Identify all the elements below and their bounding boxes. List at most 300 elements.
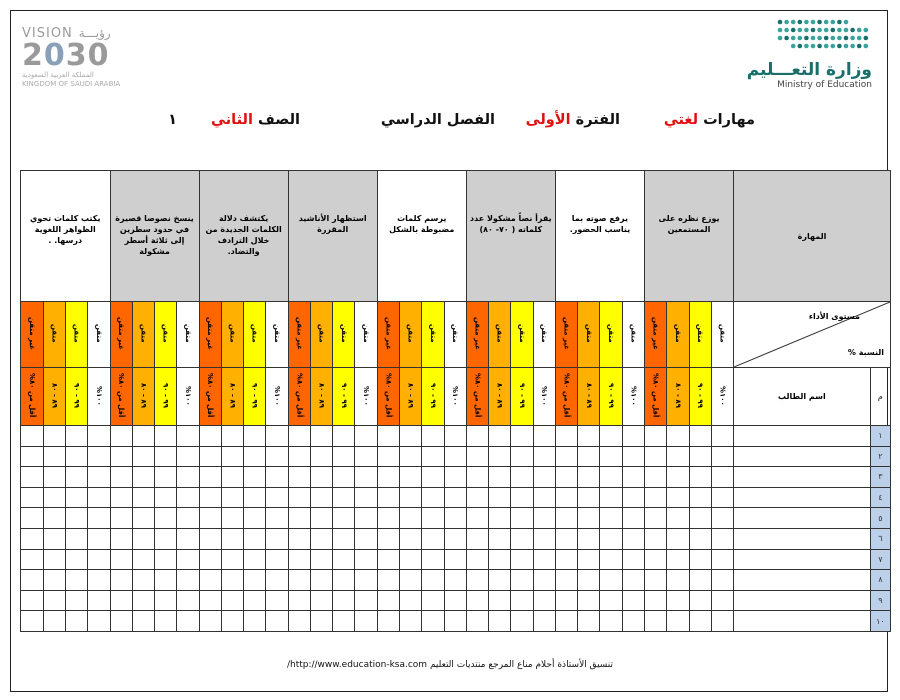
score-cell[interactable]	[689, 426, 711, 447]
score-cell[interactable]	[110, 611, 132, 632]
score-cell[interactable]	[622, 487, 644, 508]
score-cell[interactable]	[667, 570, 689, 591]
score-cell[interactable]	[43, 611, 65, 632]
score-cell[interactable]	[644, 570, 666, 591]
score-cell[interactable]	[489, 570, 511, 591]
score-cell[interactable]	[310, 570, 332, 591]
score-cell[interactable]	[21, 467, 44, 488]
score-cell[interactable]	[221, 446, 243, 467]
score-cell[interactable]	[266, 446, 288, 467]
score-cell[interactable]	[444, 570, 466, 591]
score-cell[interactable]	[244, 590, 266, 611]
score-cell[interactable]	[511, 570, 533, 591]
score-cell[interactable]	[600, 528, 622, 549]
score-cell[interactable]	[310, 508, 332, 529]
score-cell[interactable]	[43, 508, 65, 529]
score-cell[interactable]	[444, 467, 466, 488]
score-cell[interactable]	[199, 549, 221, 570]
score-cell[interactable]	[199, 570, 221, 591]
score-cell[interactable]	[221, 570, 243, 591]
score-cell[interactable]	[689, 487, 711, 508]
score-cell[interactable]	[489, 467, 511, 488]
student-name-cell[interactable]	[734, 426, 871, 447]
score-cell[interactable]	[88, 446, 110, 467]
score-cell[interactable]	[221, 467, 243, 488]
score-cell[interactable]	[644, 549, 666, 570]
score-cell[interactable]	[600, 426, 622, 447]
score-cell[interactable]	[132, 590, 154, 611]
score-cell[interactable]	[155, 426, 177, 447]
score-cell[interactable]	[555, 487, 577, 508]
score-cell[interactable]	[199, 426, 221, 447]
score-cell[interactable]	[65, 487, 87, 508]
score-cell[interactable]	[711, 549, 733, 570]
score-cell[interactable]	[221, 487, 243, 508]
score-cell[interactable]	[622, 549, 644, 570]
score-cell[interactable]	[333, 611, 355, 632]
score-cell[interactable]	[399, 426, 421, 447]
score-cell[interactable]	[533, 446, 555, 467]
score-cell[interactable]	[711, 611, 733, 632]
score-cell[interactable]	[667, 446, 689, 467]
score-cell[interactable]	[65, 549, 87, 570]
score-cell[interactable]	[422, 528, 444, 549]
score-cell[interactable]	[288, 487, 310, 508]
score-cell[interactable]	[244, 508, 266, 529]
score-cell[interactable]	[43, 549, 65, 570]
score-cell[interactable]	[689, 508, 711, 529]
score-cell[interactable]	[600, 611, 622, 632]
score-cell[interactable]	[110, 570, 132, 591]
score-cell[interactable]	[21, 570, 44, 591]
score-cell[interactable]	[221, 549, 243, 570]
score-cell[interactable]	[155, 467, 177, 488]
score-cell[interactable]	[21, 528, 44, 549]
score-cell[interactable]	[422, 611, 444, 632]
score-cell[interactable]	[511, 508, 533, 529]
score-cell[interactable]	[21, 446, 44, 467]
score-cell[interactable]	[489, 528, 511, 549]
score-cell[interactable]	[355, 426, 377, 447]
score-cell[interactable]	[600, 487, 622, 508]
score-cell[interactable]	[466, 426, 488, 447]
score-cell[interactable]	[466, 528, 488, 549]
score-cell[interactable]	[422, 590, 444, 611]
score-cell[interactable]	[266, 508, 288, 529]
score-cell[interactable]	[711, 487, 733, 508]
score-cell[interactable]	[622, 528, 644, 549]
score-cell[interactable]	[155, 446, 177, 467]
score-cell[interactable]	[377, 508, 399, 529]
score-cell[interactable]	[110, 549, 132, 570]
score-cell[interactable]	[244, 570, 266, 591]
score-cell[interactable]	[489, 590, 511, 611]
score-cell[interactable]	[132, 487, 154, 508]
score-cell[interactable]	[422, 570, 444, 591]
score-cell[interactable]	[266, 549, 288, 570]
score-cell[interactable]	[689, 611, 711, 632]
score-cell[interactable]	[555, 426, 577, 447]
score-cell[interactable]	[177, 487, 199, 508]
score-cell[interactable]	[155, 590, 177, 611]
score-cell[interactable]	[399, 570, 421, 591]
score-cell[interactable]	[689, 590, 711, 611]
score-cell[interactable]	[333, 590, 355, 611]
score-cell[interactable]	[399, 611, 421, 632]
score-cell[interactable]	[444, 508, 466, 529]
score-cell[interactable]	[132, 508, 154, 529]
score-cell[interactable]	[155, 611, 177, 632]
score-cell[interactable]	[43, 590, 65, 611]
score-cell[interactable]	[622, 590, 644, 611]
score-cell[interactable]	[266, 590, 288, 611]
score-cell[interactable]	[199, 508, 221, 529]
score-cell[interactable]	[511, 487, 533, 508]
score-cell[interactable]	[444, 446, 466, 467]
score-cell[interactable]	[88, 590, 110, 611]
score-cell[interactable]	[177, 467, 199, 488]
score-cell[interactable]	[444, 590, 466, 611]
score-cell[interactable]	[644, 487, 666, 508]
score-cell[interactable]	[711, 467, 733, 488]
score-cell[interactable]	[333, 446, 355, 467]
score-cell[interactable]	[288, 549, 310, 570]
score-cell[interactable]	[555, 611, 577, 632]
student-name-cell[interactable]	[734, 590, 871, 611]
score-cell[interactable]	[132, 528, 154, 549]
score-cell[interactable]	[667, 426, 689, 447]
score-cell[interactable]	[489, 446, 511, 467]
score-cell[interactable]	[177, 590, 199, 611]
score-cell[interactable]	[333, 549, 355, 570]
score-cell[interactable]	[667, 508, 689, 529]
score-cell[interactable]	[489, 611, 511, 632]
score-cell[interactable]	[399, 528, 421, 549]
score-cell[interactable]	[578, 570, 600, 591]
score-cell[interactable]	[711, 508, 733, 529]
score-cell[interactable]	[355, 590, 377, 611]
score-cell[interactable]	[600, 570, 622, 591]
score-cell[interactable]	[644, 446, 666, 467]
score-cell[interactable]	[622, 426, 644, 447]
score-cell[interactable]	[177, 528, 199, 549]
score-cell[interactable]	[177, 611, 199, 632]
score-cell[interactable]	[578, 611, 600, 632]
score-cell[interactable]	[444, 528, 466, 549]
score-cell[interactable]	[221, 426, 243, 447]
score-cell[interactable]	[155, 549, 177, 570]
score-cell[interactable]	[377, 467, 399, 488]
score-cell[interactable]	[266, 528, 288, 549]
score-cell[interactable]	[21, 426, 44, 447]
score-cell[interactable]	[244, 426, 266, 447]
score-cell[interactable]	[65, 426, 87, 447]
score-cell[interactable]	[266, 611, 288, 632]
score-cell[interactable]	[600, 590, 622, 611]
score-cell[interactable]	[43, 467, 65, 488]
score-cell[interactable]	[110, 426, 132, 447]
score-cell[interactable]	[377, 487, 399, 508]
score-cell[interactable]	[444, 487, 466, 508]
score-cell[interactable]	[21, 508, 44, 529]
score-cell[interactable]	[177, 508, 199, 529]
score-cell[interactable]	[555, 590, 577, 611]
score-cell[interactable]	[21, 487, 44, 508]
score-cell[interactable]	[355, 508, 377, 529]
student-name-cell[interactable]	[734, 570, 871, 591]
score-cell[interactable]	[110, 590, 132, 611]
score-cell[interactable]	[132, 611, 154, 632]
score-cell[interactable]	[422, 508, 444, 529]
score-cell[interactable]	[244, 487, 266, 508]
score-cell[interactable]	[266, 570, 288, 591]
score-cell[interactable]	[310, 467, 332, 488]
score-cell[interactable]	[88, 570, 110, 591]
student-name-cell[interactable]	[734, 611, 871, 632]
score-cell[interactable]	[399, 487, 421, 508]
score-cell[interactable]	[422, 487, 444, 508]
score-cell[interactable]	[355, 446, 377, 467]
score-cell[interactable]	[622, 446, 644, 467]
score-cell[interactable]	[377, 446, 399, 467]
score-cell[interactable]	[221, 590, 243, 611]
score-cell[interactable]	[622, 467, 644, 488]
score-cell[interactable]	[43, 528, 65, 549]
score-cell[interactable]	[555, 467, 577, 488]
score-cell[interactable]	[333, 426, 355, 447]
score-cell[interactable]	[667, 549, 689, 570]
score-cell[interactable]	[65, 446, 87, 467]
score-cell[interactable]	[555, 508, 577, 529]
score-cell[interactable]	[667, 467, 689, 488]
score-cell[interactable]	[310, 487, 332, 508]
score-cell[interactable]	[288, 611, 310, 632]
score-cell[interactable]	[43, 487, 65, 508]
score-cell[interactable]	[288, 528, 310, 549]
score-cell[interactable]	[65, 528, 87, 549]
score-cell[interactable]	[88, 508, 110, 529]
score-cell[interactable]	[533, 508, 555, 529]
student-name-cell[interactable]	[734, 446, 871, 467]
score-cell[interactable]	[377, 528, 399, 549]
student-name-cell[interactable]	[734, 508, 871, 529]
score-cell[interactable]	[310, 446, 332, 467]
score-cell[interactable]	[667, 590, 689, 611]
score-cell[interactable]	[644, 426, 666, 447]
score-cell[interactable]	[444, 426, 466, 447]
score-cell[interactable]	[444, 549, 466, 570]
score-cell[interactable]	[533, 426, 555, 447]
score-cell[interactable]	[689, 446, 711, 467]
score-cell[interactable]	[644, 467, 666, 488]
score-cell[interactable]	[689, 528, 711, 549]
score-cell[interactable]	[578, 446, 600, 467]
score-cell[interactable]	[689, 467, 711, 488]
score-cell[interactable]	[422, 549, 444, 570]
score-cell[interactable]	[555, 549, 577, 570]
score-cell[interactable]	[711, 590, 733, 611]
score-cell[interactable]	[422, 426, 444, 447]
score-cell[interactable]	[88, 467, 110, 488]
score-cell[interactable]	[578, 508, 600, 529]
score-cell[interactable]	[65, 590, 87, 611]
score-cell[interactable]	[600, 549, 622, 570]
score-cell[interactable]	[177, 549, 199, 570]
score-cell[interactable]	[132, 570, 154, 591]
score-cell[interactable]	[355, 570, 377, 591]
score-cell[interactable]	[466, 549, 488, 570]
score-cell[interactable]	[444, 611, 466, 632]
score-cell[interactable]	[533, 549, 555, 570]
score-cell[interactable]	[644, 611, 666, 632]
score-cell[interactable]	[88, 611, 110, 632]
score-cell[interactable]	[333, 508, 355, 529]
score-cell[interactable]	[555, 446, 577, 467]
score-cell[interactable]	[65, 508, 87, 529]
score-cell[interactable]	[288, 590, 310, 611]
score-cell[interactable]	[355, 467, 377, 488]
score-cell[interactable]	[110, 508, 132, 529]
score-cell[interactable]	[578, 467, 600, 488]
score-cell[interactable]	[110, 446, 132, 467]
score-cell[interactable]	[355, 487, 377, 508]
score-cell[interactable]	[266, 467, 288, 488]
score-cell[interactable]	[65, 611, 87, 632]
score-cell[interactable]	[533, 570, 555, 591]
score-cell[interactable]	[511, 549, 533, 570]
score-cell[interactable]	[377, 426, 399, 447]
score-cell[interactable]	[689, 549, 711, 570]
score-cell[interactable]	[578, 487, 600, 508]
score-cell[interactable]	[489, 549, 511, 570]
score-cell[interactable]	[43, 570, 65, 591]
score-cell[interactable]	[466, 446, 488, 467]
score-cell[interactable]	[288, 570, 310, 591]
score-cell[interactable]	[333, 487, 355, 508]
score-cell[interactable]	[711, 446, 733, 467]
score-cell[interactable]	[399, 590, 421, 611]
score-cell[interactable]	[533, 611, 555, 632]
score-cell[interactable]	[88, 549, 110, 570]
score-cell[interactable]	[600, 508, 622, 529]
score-cell[interactable]	[333, 570, 355, 591]
score-cell[interactable]	[310, 590, 332, 611]
score-cell[interactable]	[511, 467, 533, 488]
score-cell[interactable]	[199, 467, 221, 488]
score-cell[interactable]	[155, 570, 177, 591]
score-cell[interactable]	[355, 528, 377, 549]
score-cell[interactable]	[377, 549, 399, 570]
score-cell[interactable]	[199, 590, 221, 611]
score-cell[interactable]	[466, 590, 488, 611]
score-cell[interactable]	[667, 611, 689, 632]
score-cell[interactable]	[177, 426, 199, 447]
score-cell[interactable]	[155, 528, 177, 549]
score-cell[interactable]	[21, 611, 44, 632]
score-cell[interactable]	[355, 549, 377, 570]
score-cell[interactable]	[533, 487, 555, 508]
score-cell[interactable]	[511, 590, 533, 611]
score-cell[interactable]	[266, 487, 288, 508]
score-cell[interactable]	[600, 467, 622, 488]
score-cell[interactable]	[310, 611, 332, 632]
score-cell[interactable]	[132, 467, 154, 488]
student-name-cell[interactable]	[734, 528, 871, 549]
score-cell[interactable]	[177, 570, 199, 591]
score-cell[interactable]	[21, 549, 44, 570]
score-cell[interactable]	[578, 549, 600, 570]
score-cell[interactable]	[399, 446, 421, 467]
score-cell[interactable]	[466, 611, 488, 632]
score-cell[interactable]	[88, 426, 110, 447]
score-cell[interactable]	[578, 590, 600, 611]
score-cell[interactable]	[244, 549, 266, 570]
score-cell[interactable]	[310, 549, 332, 570]
score-cell[interactable]	[711, 528, 733, 549]
score-cell[interactable]	[667, 528, 689, 549]
score-cell[interactable]	[288, 508, 310, 529]
score-cell[interactable]	[511, 446, 533, 467]
student-name-cell[interactable]	[734, 549, 871, 570]
score-cell[interactable]	[511, 528, 533, 549]
score-cell[interactable]	[132, 426, 154, 447]
score-cell[interactable]	[288, 467, 310, 488]
score-cell[interactable]	[244, 611, 266, 632]
score-cell[interactable]	[221, 528, 243, 549]
score-cell[interactable]	[511, 611, 533, 632]
score-cell[interactable]	[533, 467, 555, 488]
score-cell[interactable]	[333, 528, 355, 549]
score-cell[interactable]	[199, 446, 221, 467]
score-cell[interactable]	[43, 446, 65, 467]
score-cell[interactable]	[155, 487, 177, 508]
score-cell[interactable]	[333, 467, 355, 488]
score-cell[interactable]	[466, 467, 488, 488]
score-cell[interactable]	[132, 446, 154, 467]
score-cell[interactable]	[244, 467, 266, 488]
score-cell[interactable]	[155, 508, 177, 529]
score-cell[interactable]	[489, 487, 511, 508]
score-cell[interactable]	[288, 426, 310, 447]
score-cell[interactable]	[399, 508, 421, 529]
score-cell[interactable]	[244, 446, 266, 467]
score-cell[interactable]	[555, 570, 577, 591]
score-cell[interactable]	[622, 508, 644, 529]
score-cell[interactable]	[43, 426, 65, 447]
score-cell[interactable]	[65, 467, 87, 488]
score-cell[interactable]	[88, 487, 110, 508]
score-cell[interactable]	[288, 446, 310, 467]
score-cell[interactable]	[600, 446, 622, 467]
score-cell[interactable]	[711, 570, 733, 591]
score-cell[interactable]	[466, 487, 488, 508]
score-cell[interactable]	[422, 467, 444, 488]
student-name-cell[interactable]	[734, 467, 871, 488]
score-cell[interactable]	[132, 549, 154, 570]
score-cell[interactable]	[65, 570, 87, 591]
score-cell[interactable]	[377, 570, 399, 591]
score-cell[interactable]	[355, 611, 377, 632]
score-cell[interactable]	[578, 426, 600, 447]
score-cell[interactable]	[177, 446, 199, 467]
score-cell[interactable]	[266, 426, 288, 447]
score-cell[interactable]	[466, 508, 488, 529]
score-cell[interactable]	[199, 487, 221, 508]
score-cell[interactable]	[244, 528, 266, 549]
score-cell[interactable]	[377, 611, 399, 632]
score-cell[interactable]	[221, 508, 243, 529]
score-cell[interactable]	[555, 528, 577, 549]
